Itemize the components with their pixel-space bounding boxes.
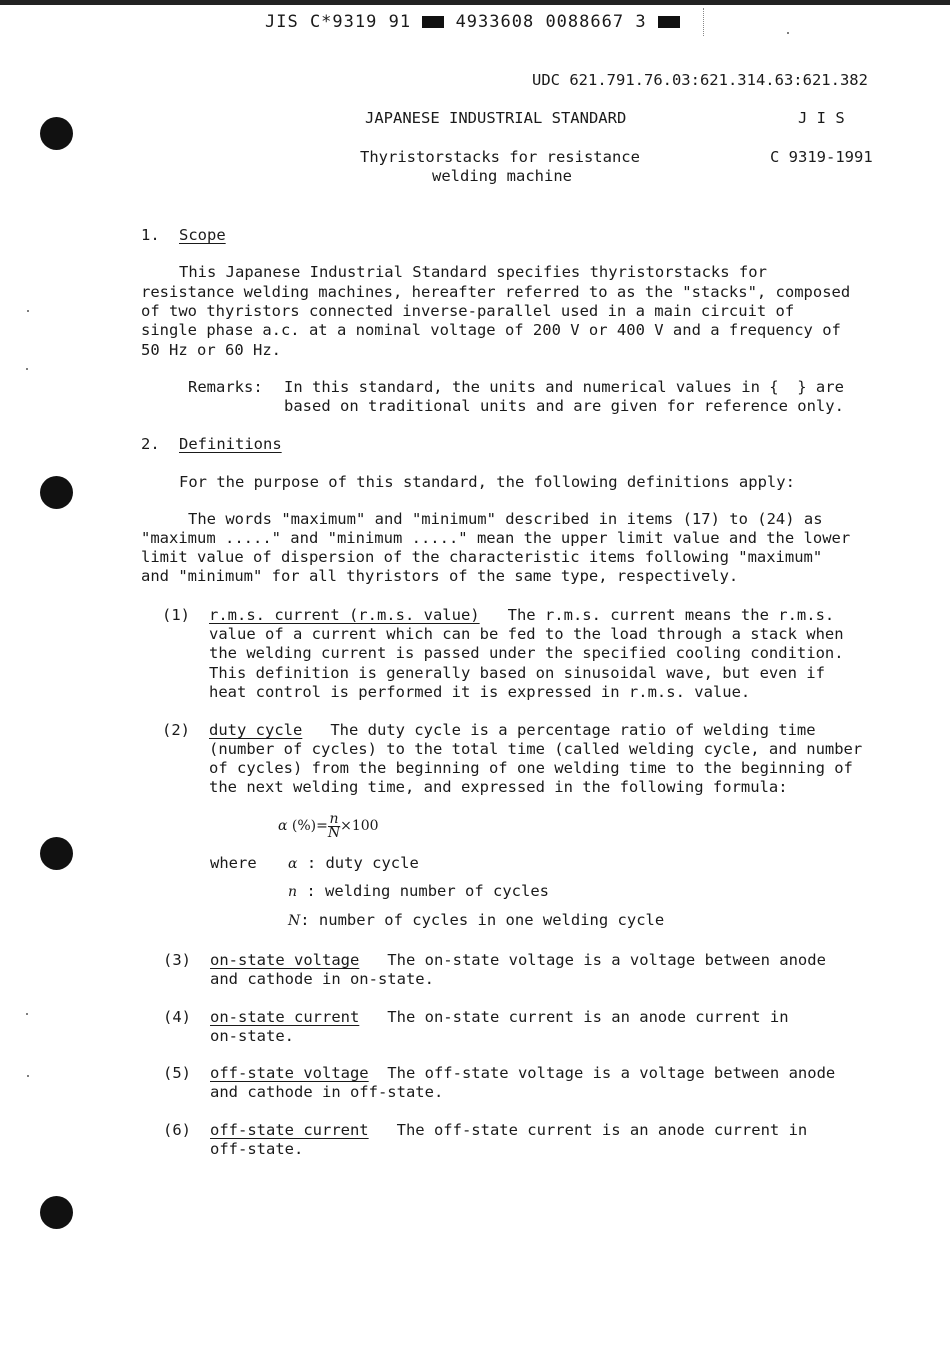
item-3-line: and cathode in on-state. <box>210 970 434 988</box>
where-symbol: N <box>288 913 301 929</box>
duty-cycle-formula <box>278 812 379 840</box>
definitions-para-line: and "minimum" for all thyristors of the same type, respectively. <box>141 567 739 585</box>
item-5-term: off-state voltage <box>210 1064 369 1082</box>
header-code-mid: 4933608 0088667 3 <box>455 12 647 32</box>
where-item <box>288 854 419 874</box>
item-2-term: duty cycle <box>209 721 303 739</box>
where-desc: : number of cycles in one welding cycle <box>300 911 665 929</box>
item-6-number: (6) <box>163 1121 191 1139</box>
item-1-line: the welding current is passed under the specified cooling condition. <box>209 644 844 662</box>
item-2-first-rest: The duty cycle is a percentage ratio of welding time <box>302 721 816 739</box>
formula-alpha: α <box>278 818 288 834</box>
section-2-heading: Definitions <box>179 435 282 453</box>
item-4-line: on-state. <box>210 1027 294 1045</box>
barcode-block-icon <box>422 16 444 28</box>
item-4-first-line <box>210 1008 789 1027</box>
punch-hole <box>40 476 73 509</box>
item-1-first-line <box>209 606 834 625</box>
formula-numerator: n <box>329 810 339 827</box>
item-1-line: This definition is generally based on sinusoidal wave, but even if <box>209 664 825 682</box>
item-1-number: (1) <box>162 606 190 624</box>
formula-denominator: N <box>327 824 341 841</box>
item-1-term: r.m.s. current (r.m.s. value) <box>209 606 480 624</box>
punch-hole <box>40 837 73 870</box>
item-2-first-line <box>209 721 816 740</box>
scope-line: resistance welding machines, hereafter referred to as the "stacks", composed <box>141 283 851 301</box>
title-line-2: welding machine <box>432 167 572 185</box>
scan-speck <box>787 32 789 34</box>
definitions-para-line: "maximum ....." and "minimum ....." mean the upper limit value and the lower <box>141 529 851 547</box>
item-6-term: off-state current <box>210 1121 369 1139</box>
title-line-1: Thyristorstacks for resistance <box>360 148 640 166</box>
scope-line: of two thyristors connected inverse-parallel used in a main circuit of <box>141 302 795 320</box>
where-item <box>288 882 549 902</box>
item-3-first-line <box>210 951 826 970</box>
udc-code: UDC 621.791.76.03:621.314.63:621.382 <box>532 71 868 89</box>
item-6-first-line <box>210 1121 807 1140</box>
item-3-first-rest: The on-state voltage is a voltage between anode <box>359 951 826 969</box>
jis-mark: J I S <box>798 109 845 127</box>
item-6-first-rest: The off-state current is an anode current in <box>368 1121 808 1139</box>
definitions-intro: For the purpose of this standard, the following definitions apply: <box>179 473 795 491</box>
punch-hole <box>40 117 73 150</box>
item-4-term: on-state current <box>210 1008 360 1026</box>
where-desc: : duty cycle <box>306 854 419 872</box>
definitions-para-line: The words "maximum" and "minimum" described in items (17) to (24) as <box>188 510 823 528</box>
item-4-first-rest: The on-state current is an anode current in <box>359 1008 789 1026</box>
punch-hole <box>40 1196 73 1229</box>
scan-speck <box>27 1075 29 1077</box>
formula-times: ×100 <box>340 818 379 834</box>
item-5-number: (5) <box>163 1064 191 1082</box>
remarks-line: In this standard, the units and numerical values in { } are <box>284 378 844 396</box>
formula-equals: = <box>316 818 328 834</box>
item-3-term: on-state voltage <box>210 951 360 969</box>
scan-speck <box>26 1013 28 1015</box>
section-1-heading: Scope <box>179 226 226 244</box>
section-1-number: 1. <box>141 226 160 244</box>
section-2-number: 2. <box>141 435 160 453</box>
item-5-first-line <box>210 1064 835 1083</box>
scan-speck <box>26 368 28 370</box>
where-item <box>288 911 664 931</box>
item-1-line: heat control is performed it is expressed in r.m.s. value. <box>209 683 751 701</box>
where-label: where <box>210 854 257 872</box>
item-3-number: (3) <box>163 951 191 969</box>
scope-line: This Japanese Industrial Standard specifies thyristorstacks for <box>179 263 767 281</box>
remarks-label: Remarks: <box>188 378 263 396</box>
item-2-line: of cycles) from the beginning of one welding time to the beginning of <box>209 759 853 777</box>
item-1-first-rest: The r.m.s. current means the r.m.s. <box>479 606 835 624</box>
header-divider <box>703 8 705 36</box>
standard-type: JAPANESE INDUSTRIAL STANDARD <box>365 109 627 127</box>
scan-top-border <box>0 0 950 5</box>
where-symbol: α <box>288 856 298 872</box>
item-6-line: off-state. <box>210 1140 304 1158</box>
definitions-para-line: limit value of dispersion of the characteristic items following "maximum" <box>141 548 823 566</box>
header-code-left: JIS C*9319 91 <box>265 12 412 32</box>
item-2-line: (number of cycles) to the total time (called welding cycle, and number <box>209 740 863 758</box>
item-5-first-rest: The off-state voltage is a voltage between anode <box>368 1064 836 1082</box>
item-2-number: (2) <box>162 721 190 739</box>
item-2-line: the next welding time, and expressed in the following formula: <box>209 778 788 796</box>
barcode-block-icon <box>658 16 680 28</box>
header-strip <box>265 12 680 32</box>
scope-line: single phase a.c. at a nominal voltage of 200 V or 400 V and a frequency of <box>141 321 841 339</box>
item-5-line: and cathode in off-state. <box>210 1083 444 1101</box>
item-1-line: value of a current which can be fed to the load through a stack when <box>209 625 844 643</box>
formula-unit: (%) <box>291 818 317 834</box>
scan-speck <box>27 310 29 312</box>
scope-line: 50 Hz or 60 Hz. <box>141 341 281 359</box>
remarks-line: based on traditional units and are given for reference only. <box>284 397 844 415</box>
item-4-number: (4) <box>163 1008 191 1026</box>
standard-number: C 9319-1991 <box>770 148 873 166</box>
where-symbol: n <box>288 884 298 900</box>
where-desc: : welding number of cycles <box>306 882 550 900</box>
formula-fraction <box>327 810 341 841</box>
